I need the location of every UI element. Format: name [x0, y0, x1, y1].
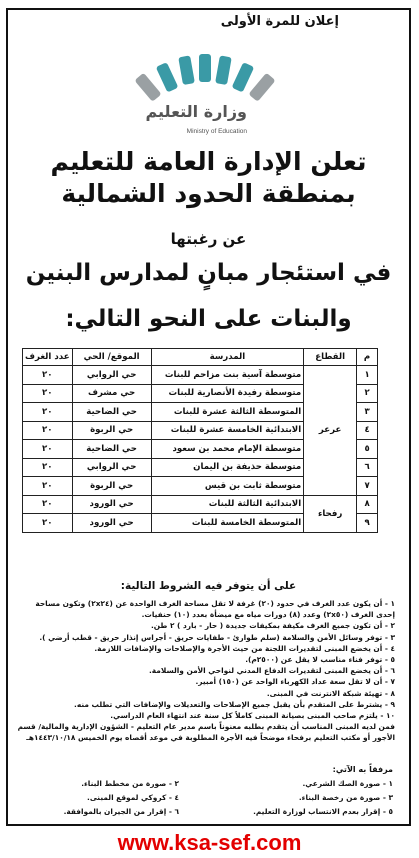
condition-line: الأجور أو مكتب التعليم برفحاء موضحاً فيه الأجرة المطلوبة في موعد أقصاه يوم الخميس ١٤٤٣/١٠/١٨هـ: [26, 733, 395, 743]
school-site: حي الضاحية: [72, 440, 151, 459]
header-site: الموقع/ الحي: [72, 349, 151, 366]
attachment-item: ١ - صورة الصك الشرعي.: [302, 779, 393, 788]
row-number: ٧: [357, 477, 378, 496]
condition-line: ٤ - أن يخضع المبنى لتقديرات اللجنة من حيث الأجرة والإصلاحات والإضافات اللازمة.: [94, 643, 395, 653]
condition-line: ٣ - توفر وسائل الأمن والسلامة (سلم طوارئ - طفايات حريق - أجراس إنذار حريق - قطب أرضي ).: [39, 632, 395, 642]
header-rooms: عدد الغرف: [23, 349, 73, 366]
headline-5: والبنات على النحو التالي:: [65, 306, 352, 332]
condition-line: ٨ - تهيئة شبكة الانترنت في المبنى.: [266, 688, 395, 698]
condition-line: ١٠ - يلتزم صاحب المبنى بصيانة المبنى كاملاً كل سنة عند انتهاء العام الدراسي.: [110, 711, 395, 721]
header-sector: القطاع: [304, 349, 357, 366]
schools-table: [22, 348, 378, 533]
attachment-item: ٤ - كروكي لموقع المبنى.: [87, 793, 179, 802]
row-number: ٤: [357, 421, 378, 440]
sector-arar: عرعر: [304, 366, 357, 496]
school-site: حي الورود: [72, 514, 151, 533]
school-name: متوسطة الإمام محمد بن سعود: [151, 440, 304, 459]
school-site: حي الورود: [72, 495, 151, 514]
attachment-item: ٢ - صورة من مخطط البناء.: [81, 779, 179, 788]
school-name: المتوسطة الثالثة عشرة للبنات: [151, 403, 304, 422]
school-site: حي الربوة: [72, 477, 151, 496]
condition-line: ٧ - أن لا تقل سعة عداد الكهرباء الواحد عن (١٥٠) أمبير.: [195, 677, 395, 687]
room-count: ٢٠: [23, 384, 73, 403]
header-number: م: [357, 349, 378, 366]
school-name: متوسطة رفيدة الأنصارية للبنات: [151, 384, 304, 403]
room-count: ٢٠: [23, 403, 73, 422]
headline-4: في استئجار مبانٍ لمدارس البنين: [25, 260, 392, 286]
ministry-name-arabic: وزارة التعليم: [145, 102, 247, 121]
ministry-logo: [139, 52, 259, 140]
room-count: ٢٠: [23, 458, 73, 477]
school-name: متوسطة حذيفة بن اليمان: [151, 458, 304, 477]
site-watermark: www.ksa-sef.com: [117, 830, 302, 855]
row-number: ٩: [357, 514, 378, 533]
school-name: الابتدائية الثالثة للبنات: [151, 495, 304, 514]
room-count: ٢٠: [23, 421, 73, 440]
school-name: متوسطة ثابت بن قيس: [151, 477, 304, 496]
table-row: [23, 495, 378, 514]
condition-line: ٥ - توفر فناء مناسب لا يقل عن (٢٥٠٠م).: [245, 655, 395, 665]
table-row: [23, 366, 378, 385]
attachment-item: ٦ - إقرار من الجيران بالموافقة.: [63, 807, 179, 816]
school-site: حي الروابي: [72, 458, 151, 477]
attachments-title: مرفقاً به الآتي:: [332, 765, 393, 774]
school-site: حي الربوة: [72, 421, 151, 440]
attachment-item: ٥ - إقرار بعدم الانتساب لوزارة التعليم.: [253, 807, 393, 816]
room-count: ٢٠: [23, 440, 73, 459]
row-number: ٢: [357, 384, 378, 403]
school-site: حي مشرف: [72, 384, 151, 403]
attachment-item: ٣ - صورة من رخصة البناء.: [298, 793, 393, 802]
school-name: المتوسطة الخامسة للبنات: [151, 514, 304, 533]
conditions-title: على أن يتوفر فيه الشروط التالية:: [120, 580, 297, 592]
condition-line: ١ - أن يكون عدد الغرف في حدود (٢٠) غرفة لا تقل مساحة الغرف الواحدة عن (٢x٢٤) وتكون مساحة: [35, 599, 395, 608]
school-site: حي الروابي: [72, 366, 151, 385]
headline-3: عن رغبتها: [170, 230, 247, 248]
table-header-row: [23, 349, 378, 366]
room-count: ٢٠: [23, 366, 73, 385]
row-number: ٨: [357, 495, 378, 514]
room-count: ٢٠: [23, 514, 73, 533]
row-number: ٦: [357, 458, 378, 477]
sector-rafha: رفحاء: [304, 495, 357, 532]
condition-line: ٢ - أن تكون جميع الغرف مكيفة بمكيفات جديدة ( حار - بارد ) ٢ طن.: [150, 621, 395, 631]
row-number: ١: [357, 366, 378, 385]
condition-line: إحدى الغرف (٢x٥٠) وعدد (٨) دورات مياه مع ميضأة بعدد (١٠) حنفيات.: [141, 610, 395, 620]
school-site: حي الضاحية: [72, 403, 151, 422]
first-time-notice: إعلان للمرة الأولى: [220, 14, 339, 29]
condition-line: ٦ - أن يخضع المبنى لتقديرات الدفاع المدني لنواحي الأمن والسلامة.: [148, 666, 395, 676]
headline-1: تعلن الإدارة العامة للتعليم: [50, 147, 367, 176]
room-count: ٢٠: [23, 477, 73, 496]
condition-line: فمن لديه المبنى المناسب أن يتقدم بطلبه معنوناً باسم مدير عام التعليم - الشؤون الإدارية والمالية/ قسم: [17, 722, 395, 732]
ministry-name-english: Ministry of Education: [186, 128, 247, 135]
header-school: المدرسة: [151, 349, 304, 366]
advertisement-frame: [6, 8, 411, 826]
row-number: ٥: [357, 440, 378, 459]
room-count: ٢٠: [23, 495, 73, 514]
conditions-list: [16, 598, 395, 744]
school-name: الابتدائية الخامسة عشرة للبنات: [151, 421, 304, 440]
headline-2: بمنطقة الحدود الشمالية: [61, 179, 356, 208]
condition-line: ٩ - يشترط على المتقدم بأن يقبل جميع الإصلاحات والتعديلات والإضافات التي تطلب منه.: [74, 699, 395, 709]
school-name: متوسطة آسية بنت مزاحم للبنات: [151, 366, 304, 385]
row-number: ٣: [357, 403, 378, 422]
